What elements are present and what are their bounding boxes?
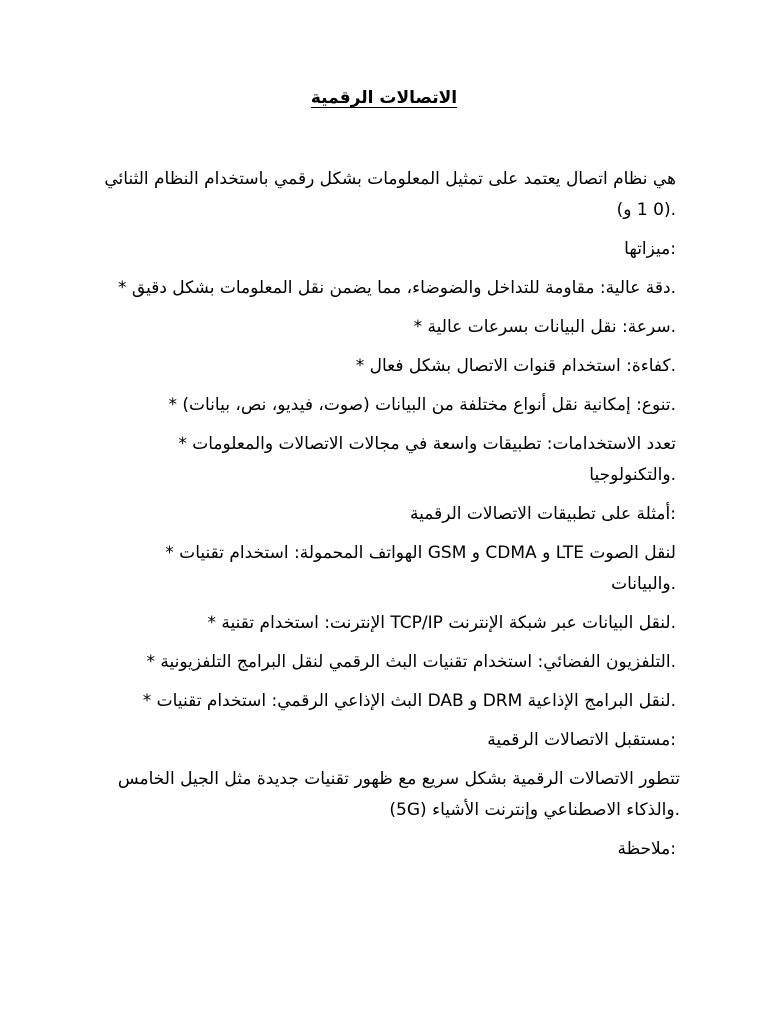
paragraph-future — [86, 764, 680, 826]
text-line: تعدد الاستخدامات: تطبيقات واسعة في مجالات الاتصالات والمعلومات * — [178, 434, 676, 454]
text-line: .والتكنولوجيا — [589, 465, 676, 485]
text-line: .دقة عالية: مقاومة للتداخل والضوضاء، مما يضمن نقل المعلومات بشكل دقيق * — [117, 278, 676, 298]
list-item — [86, 608, 676, 639]
text-line: هي نظام اتصال يعتمد على تمثيل المعلومات بشكل رقمي باستخدام النظام الثنائي — [104, 169, 676, 189]
heading-features — [86, 234, 676, 265]
list-item — [86, 390, 676, 421]
text-line: .كفاءة: استخدام قنوات الاتصال بشكل فعال * — [355, 356, 676, 376]
list-item — [86, 647, 676, 678]
text-line: .(0 1 و) — [616, 200, 676, 220]
text-line: .تنوع: إمكانية نقل أنواع مختلفة من البيانات (صوت، فيديو، نص، بيانات) * — [168, 395, 676, 415]
text-line: :أمثلة على تطبيقات الاتصالات الرقمية — [410, 504, 676, 524]
heading-note — [86, 834, 676, 865]
text-line: تتطور الاتصالات الرقمية بشكل سريع مع ظهور تقنيات جديدة مثل الجيل الخامس — [117, 769, 680, 789]
text-line: :ملاحظة — [617, 839, 676, 859]
text-line: .سرعة: نقل البيانات بسرعات عالية * — [413, 317, 676, 337]
heading-future — [86, 725, 676, 756]
text-line: :مستقبل الاتصالات الرقمية — [487, 730, 676, 750]
text-line: .والبيانات — [611, 574, 676, 594]
document-title-text: الاتصالات الرقمية — [310, 88, 458, 108]
text-line: .والذكاء الاصطناعي وإنترنت الأشياء (5G) — [389, 800, 680, 820]
text-line: لنقل الصوت LTE و CDMA و GSM الهواتف المحمولة: استخدام تقنيات * — [165, 543, 676, 563]
text-line: .لنقل البيانات عبر شبكة الإنترنت TCP/IP الإنترنت: استخدام تقنية * — [207, 613, 676, 633]
list-item — [86, 538, 676, 600]
paragraph-definition — [86, 164, 676, 226]
document-body — [86, 164, 680, 873]
list-item — [86, 312, 676, 343]
list-item — [86, 429, 676, 491]
heading-examples — [86, 499, 676, 530]
text-line: .لنقل البرامج الإذاعية DRM و DAB البث الإذاعي الرقمي: استخدام تقنيات * — [142, 691, 676, 711]
list-item — [86, 273, 676, 304]
text-line: .التلفزيون الفضائي: استخدام تقنيات البث الرقمي لنقل البرامج التلفزيونية * — [146, 652, 676, 672]
list-item — [86, 351, 676, 382]
document-title — [0, 84, 768, 112]
text-line: :ميزاتها — [624, 239, 676, 259]
list-item — [86, 686, 676, 717]
